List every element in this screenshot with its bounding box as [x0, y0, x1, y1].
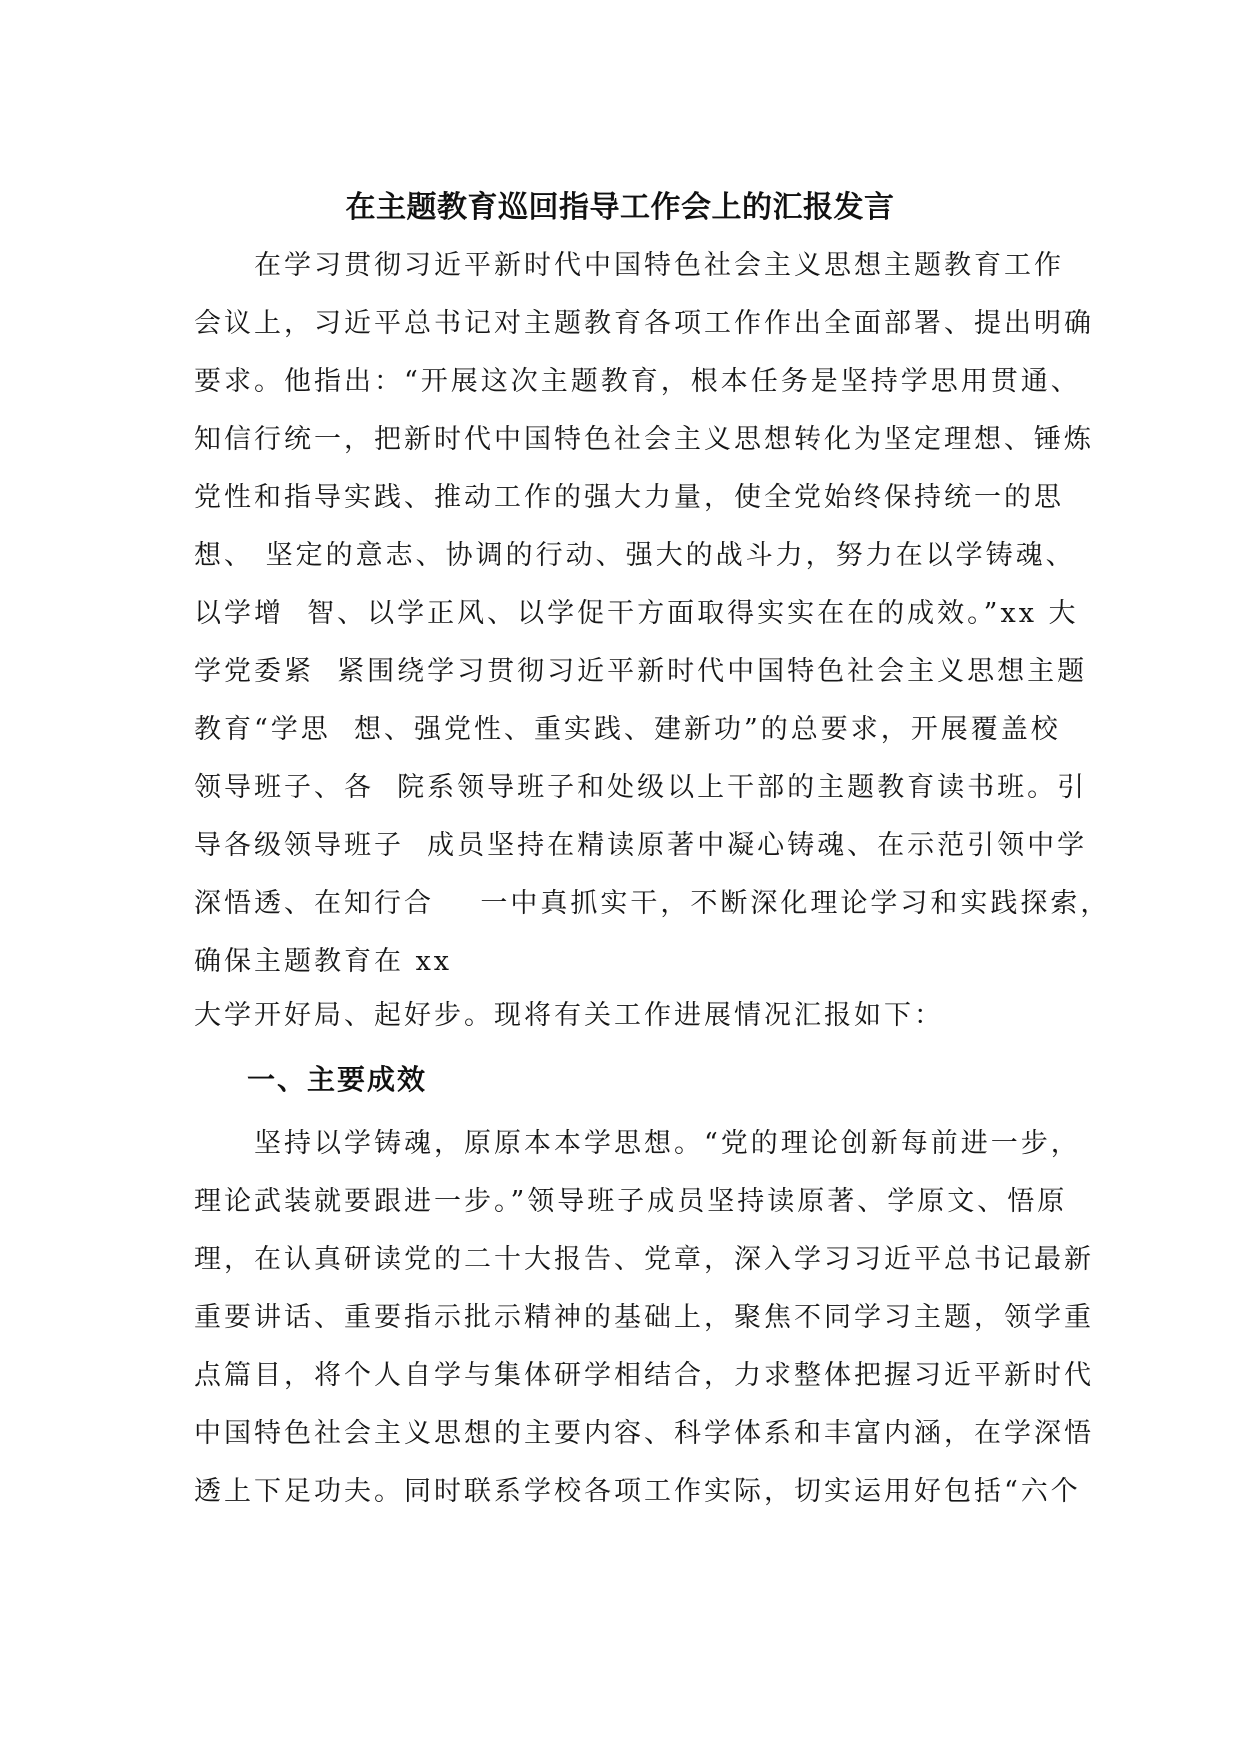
paragraph-line: 党性和指导实践、推动工作的强大力量，使全党始终保持统一的思	[194, 482, 1064, 513]
paragraph-line: 深悟透、在知行合 一中真抓实干，不断深化理论学习和实践探索，	[194, 888, 1111, 919]
paragraph-line: 点篇目，将个人自学与集体研学相结合，力求整体把握习近平新时代	[194, 1360, 1094, 1391]
paragraph-line: 想、 坚定的意志、协调的行动、强大的战斗力，努力在以学铸魂、	[194, 540, 1076, 571]
paragraph-line: 学党委紧 紧围绕学习贯彻习近平新时代中国特色社会主义思想主题	[194, 656, 1088, 687]
paragraph-line: 确保主题教育在 xx	[194, 946, 453, 977]
paragraph-line: 领导班子、各 院系领导班子和处级以上干部的主题教育读书班。引	[194, 772, 1088, 803]
document-title: 在主题教育巡回指导工作会上的汇报发言	[345, 190, 895, 225]
paragraph-line: 会议上，习近平总书记对主题教育各项工作作出全面部署、提出明确	[194, 308, 1094, 339]
paragraph-line: 透上下足功夫。同时联系学校各项工作实际，切实运用好包括“六个	[194, 1476, 1081, 1507]
paragraph-line: 中国特色社会主义思想的主要内容、科学体系和丰富内涵，在学深悟	[194, 1418, 1094, 1449]
paragraph-line: 要求。他指出：“开展这次主题教育，根本任务是坚持学思用贯通、	[194, 366, 1081, 397]
paragraph-line: 在学习贯彻习近平新时代中国特色社会主义思想主题教育工作	[194, 250, 1064, 281]
paragraph-line: 知信行统一，把新时代中国特色社会主义思想转化为坚定理想、锤炼	[194, 424, 1094, 455]
paragraph-line: 教育“学思 想、强党性、重实践、建新功”的总要求，开展覆盖校	[194, 714, 1061, 745]
paragraph-line: 重要讲话、重要指示批示精神的基础上，聚焦不同学习主题，领学重	[194, 1302, 1094, 1333]
section-heading: 一、主要成效	[247, 1063, 428, 1096]
paragraph-line: 理，在认真研读党的二十大报告、党章，深入学习习近平总书记最新	[194, 1244, 1094, 1275]
paragraph-line: 大学开好局、起好步。现将有关工作进展情况汇报如下：	[194, 1000, 944, 1031]
paragraph-line: 理论武装就要跟进一步。”领导班子成员坚持读原著、学原文、悟原	[194, 1186, 1068, 1217]
paragraph-line: 坚持以学铸魂，原原本本学思想。“党的理论创新每前进一步，	[194, 1128, 1081, 1159]
paragraph-line: 以学增 智、以学正风、以学促干方面取得实实在在的成效。”xx 大	[194, 598, 1079, 629]
paragraph-line: 导各级领导班子 成员坚持在精读原著中凝心铸魂、在示范引领中学	[194, 830, 1088, 861]
